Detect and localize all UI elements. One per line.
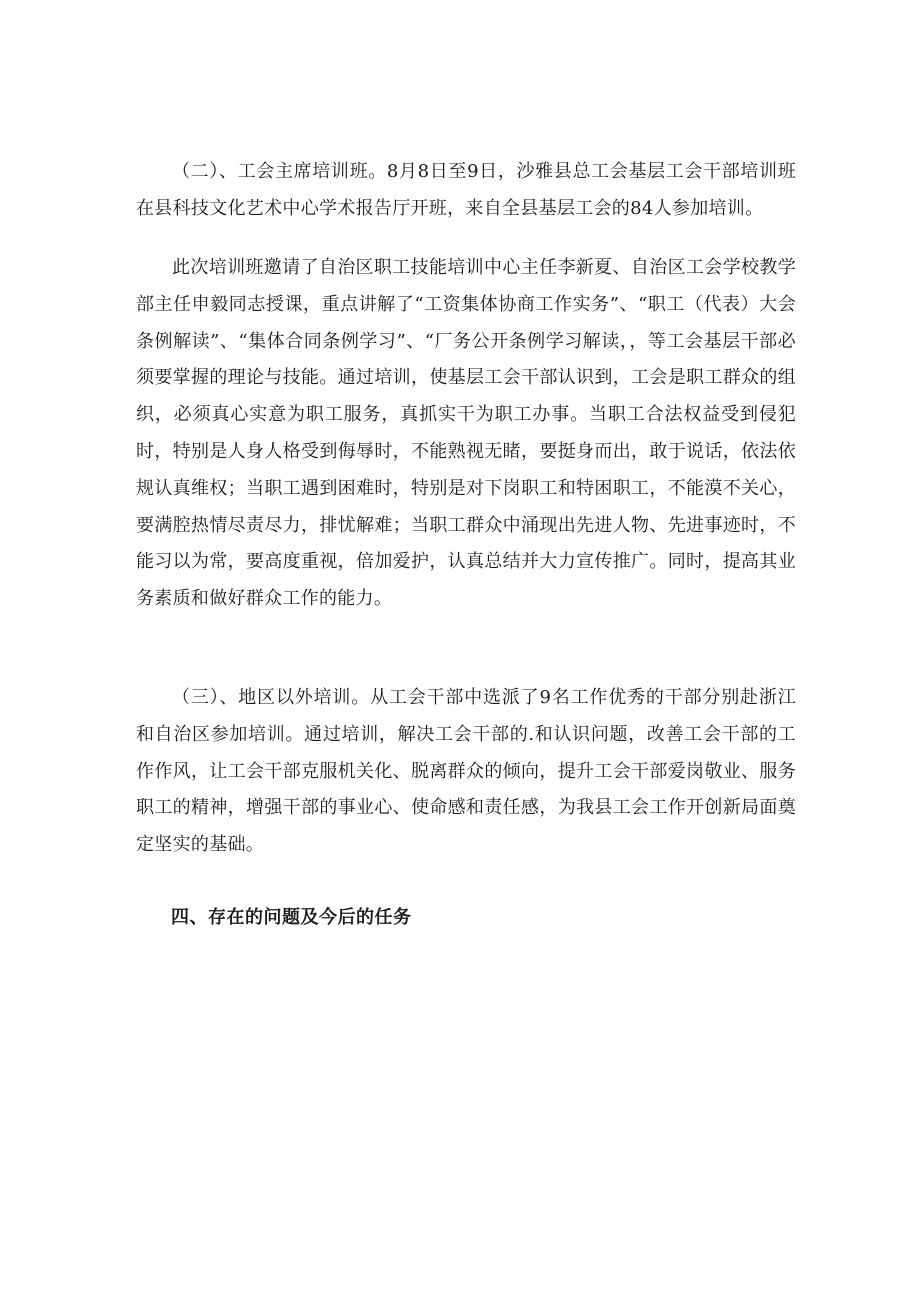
section-heading: 四、存在的问题及今后的任务 [171,907,412,928]
paragraph-union-chairman-training: （二）、工会主席培训班。8月8日至9日，沙雅县总工会基层工会干部培训班在县科技文化艺术中心学术报告厅开班，来自全县基层工会的84人参加培训。 [136,161,796,219]
paragraph-training-content: 此次培训班邀请了自治区职工技能培训中心主任李新夏、自治区工会学校教学部主任申毅同志授课，重点讲解了“工资集体协商工作实务”、“职工（代表）大会条例解读”、“集体合同条例学习”、“厂务公开条例学习解读，，等工会基层干部必须要掌握的理论与技能。通过培训，使基层工会干部认识到，工会是职工群众的组织，必须真心实意为职工服务，真抓实干为职工办事。当职工合法权益受到侵犯时，特别是人身人格受到侮辱时，不能熟视无睹，要挺身而出，敢于说话，依法依规认真维权；当职工遇到困难时，特别是对下岗职工和特困职工，不能漠不关心，要满腔热情尽责尽力，排忧解难；当职工群众中涌现出先进人物、先进事迹时，不能习以为常，要高度重视，倍加爱护，认真总结并大力宣传推广。同时，提高其业务素质和做好群众工作的能力。 [136,257,796,610]
paragraph-outside-training: （三）、地区以外培训。从工会干部中选派了9名工作优秀的干部分别赴浙江和自治区参加培训。通过培训，解决工会干部的.和认识问题，改善工会干部的工作作风，让工会干部克服机关化、脱离群众的倾向，提升工会干部爱岗敬业、服务职工的精神，增强干部的事业心、使命感和责任感，为我县工会工作开创新局面奠定坚实的基础。 [136,687,796,856]
